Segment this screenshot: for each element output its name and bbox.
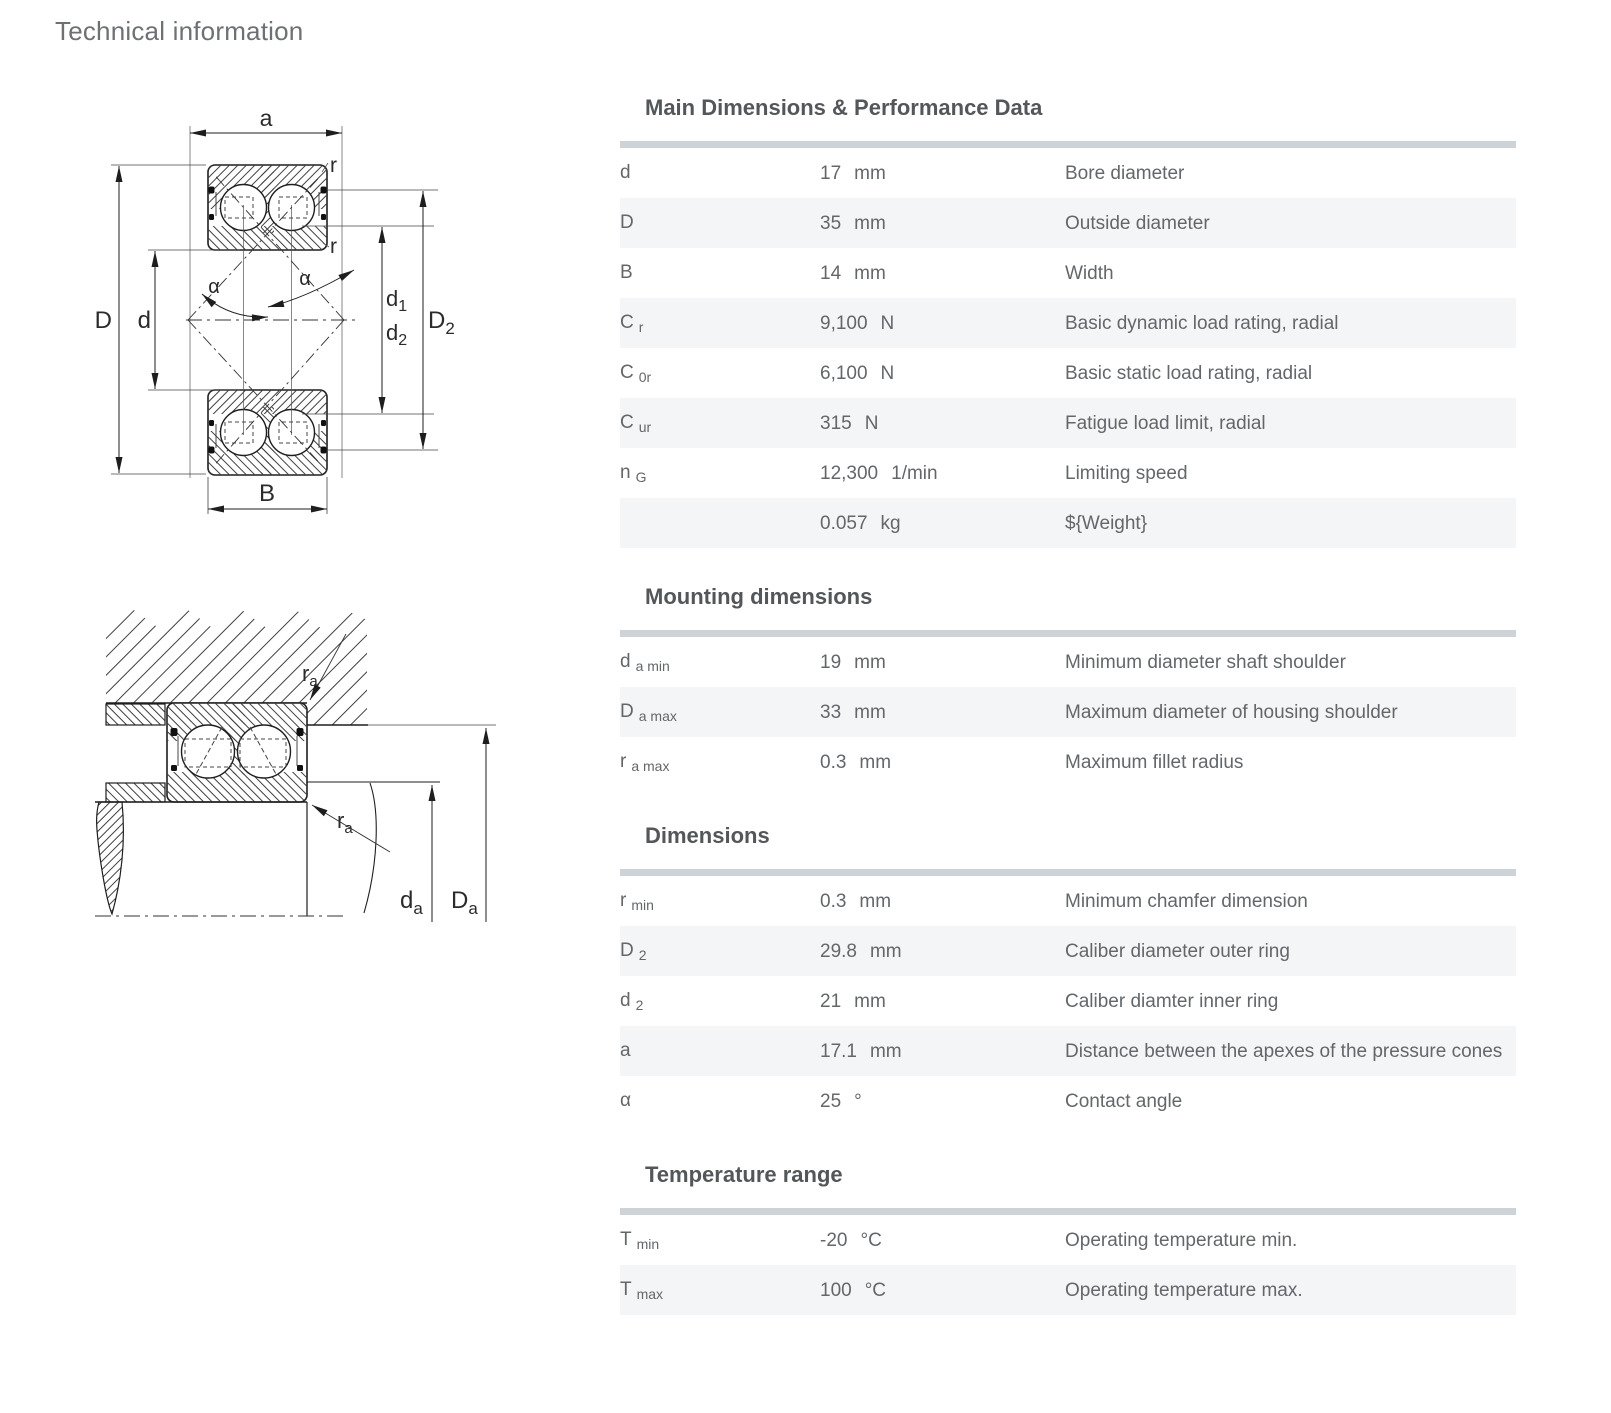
value-cell (820, 1212, 1065, 1266)
symbol-cell (620, 1212, 820, 1266)
description-text: Bore diameter (1065, 162, 1185, 184)
label-ra-top: $r_a$ (302, 661, 318, 690)
value-number: 21 (820, 990, 842, 1012)
value-cell (820, 448, 1065, 498)
table-row (620, 634, 1516, 688)
symbol-cell (620, 1076, 820, 1126)
symbol-text: d (620, 162, 631, 183)
label-a: a (259, 105, 273, 131)
label-da: $d_a$ (400, 887, 423, 918)
symbol-text: C (620, 312, 634, 333)
section-title: Mounting dimensions (645, 584, 873, 609)
description-text: Basic dynamic load rating, radial (1065, 312, 1339, 334)
symbol-cell (620, 498, 820, 548)
bearing-section (167, 703, 307, 802)
symbol-cell (620, 145, 820, 199)
description-text: Maximum fillet radius (1065, 751, 1244, 773)
value-cell (820, 198, 1065, 248)
value-number: 25 (820, 1090, 842, 1112)
value-number: 33 (820, 701, 842, 723)
symbol-text: D (620, 701, 634, 722)
symbol-subscript: min (631, 897, 654, 913)
label-alpha-right: α (299, 268, 311, 290)
table-row (620, 448, 1516, 498)
symbol-cell (620, 926, 820, 976)
symbol-cell (620, 298, 820, 348)
symbol-subscript: a min (635, 658, 670, 674)
description-cell (1065, 1265, 1516, 1315)
table-row (620, 687, 1516, 737)
label-d1: $d_1$ (386, 286, 408, 315)
symbol-subscript: 2 (638, 947, 647, 963)
value-cell (820, 1026, 1065, 1076)
table-row (620, 1265, 1516, 1315)
description-text: Fatigue load limit, radial (1065, 412, 1266, 434)
value-cell (820, 248, 1065, 298)
table-row (620, 926, 1516, 976)
description-text: Distance between the apexes of the pressure cones (1065, 1040, 1503, 1062)
label-B: B (258, 480, 276, 507)
description-text: Caliber diameter outer ring (1065, 940, 1290, 962)
section-title: Temperature range (645, 1162, 843, 1187)
bearing-mounting-drawing (85, 595, 505, 930)
table-row (620, 145, 1516, 199)
description-text: Operating temperature max. (1065, 1279, 1303, 1301)
value-number: 315 (820, 412, 852, 434)
value-unit: N (864, 412, 879, 434)
section-mounting-dimensions (620, 584, 1516, 787)
symbol-subscript: max (636, 1286, 664, 1302)
value-cell (820, 926, 1065, 976)
symbol-text: B (620, 262, 633, 283)
value-number: 100 (820, 1279, 852, 1301)
description-cell (1065, 248, 1516, 298)
description-cell (1065, 1026, 1516, 1076)
value-cell (820, 1265, 1065, 1315)
temperature-range-table (620, 1208, 1516, 1315)
symbol-cell (620, 873, 820, 927)
symbol-text: r (620, 890, 627, 911)
symbol-text: T (620, 1229, 632, 1250)
description-cell (1065, 298, 1516, 348)
symbol-subscript: G (635, 469, 647, 485)
table-row (620, 976, 1516, 1026)
value-number: 0.3 (820, 751, 847, 773)
value-number: 12,300 (820, 462, 879, 484)
symbol-cell (620, 1265, 820, 1315)
main-dimensions-table (620, 141, 1516, 548)
description-cell (1065, 448, 1516, 498)
bearing-upper-half (208, 165, 327, 250)
symbol-text: r (620, 751, 627, 772)
symbol-subscript: 2 (635, 997, 644, 1013)
description-cell (1065, 348, 1516, 398)
table-row (620, 1212, 1516, 1266)
value-number: 6,100 (820, 362, 868, 384)
symbol-cell (620, 348, 820, 398)
symbol-text: a (620, 1040, 631, 1061)
symbol-subscript: a max (638, 708, 677, 724)
value-unit: mm (854, 990, 886, 1012)
symbol-cell (620, 448, 820, 498)
bearing-cross-section-drawing (85, 95, 510, 525)
table-row (620, 298, 1516, 348)
value-cell (820, 145, 1065, 199)
section-title: Dimensions (645, 823, 770, 848)
description-cell (1065, 873, 1516, 927)
value-cell (820, 298, 1065, 348)
description-text: Minimum chamfer dimension (1065, 890, 1308, 912)
symbol-cell (620, 976, 820, 1026)
value-cell (820, 498, 1065, 548)
symbol-subscript: 0r (638, 369, 652, 385)
symbol-subscript: r (638, 319, 644, 335)
shaft-fillet-section (97, 802, 124, 914)
value-cell (820, 873, 1065, 927)
description-cell (1065, 1212, 1516, 1266)
symbol-text: C (620, 412, 634, 433)
value-number: 14 (820, 262, 842, 284)
label-alpha-left: α (208, 276, 220, 298)
value-unit: ° (854, 1090, 862, 1112)
table-row (620, 737, 1516, 787)
description-cell (1065, 198, 1516, 248)
label-D: D (94, 307, 112, 334)
description-text: Width (1065, 262, 1114, 284)
value-number: 35 (820, 212, 842, 234)
value-number: 0.3 (820, 890, 847, 912)
symbol-cell (620, 198, 820, 248)
description-cell (1065, 687, 1516, 737)
description-cell (1065, 498, 1516, 548)
shaft-shoulder (106, 783, 165, 802)
description-cell (1065, 976, 1516, 1026)
symbol-text: d (620, 990, 631, 1011)
value-unit: N (880, 312, 895, 334)
value-unit: mm (869, 1040, 902, 1062)
table-row (620, 498, 1516, 548)
label-r-top: r (330, 154, 337, 177)
section-dimensions (620, 823, 1516, 1126)
value-unit: 1/min (891, 462, 938, 484)
table-row (620, 1076, 1516, 1126)
value-unit: mm (854, 262, 886, 284)
value-cell (820, 348, 1065, 398)
description-cell (1065, 634, 1516, 688)
value-unit: mm (859, 890, 892, 912)
value-number: -20 (820, 1229, 848, 1251)
value-unit: mm (854, 212, 886, 234)
mounting-dimensions-table (620, 630, 1516, 787)
symbol-subscript: min (636, 1236, 660, 1252)
shaft-break-line (364, 783, 376, 913)
table-row (620, 873, 1516, 927)
symbol-cell (620, 634, 820, 688)
label-r-mid: r (330, 235, 337, 258)
description-cell (1065, 398, 1516, 448)
value-unit: mm (854, 651, 886, 673)
value-number: 17 (820, 162, 842, 184)
description-cell (1065, 737, 1516, 787)
value-unit: °C (864, 1279, 887, 1301)
symbol-text: T (620, 1279, 632, 1300)
value-cell (820, 1076, 1065, 1126)
table-row (620, 1026, 1516, 1076)
symbol-text: D (620, 212, 634, 233)
description-text: Maximum diameter of housing shoulder (1065, 701, 1398, 723)
section-temperature-range (620, 1162, 1516, 1315)
description-text: Limiting speed (1065, 462, 1188, 484)
value-cell (820, 687, 1065, 737)
value-unit: mm (869, 940, 902, 962)
symbol-text: n (620, 462, 631, 483)
value-cell (820, 634, 1065, 688)
dimensions-table (620, 869, 1516, 1126)
value-number: 19 (820, 651, 842, 673)
symbol-cell (620, 1026, 820, 1076)
table-row (620, 248, 1516, 298)
table-row (620, 398, 1516, 448)
table-row (620, 198, 1516, 248)
value-unit: kg (880, 512, 901, 534)
inner-ring-hatch (167, 772, 307, 802)
symbol-cell (620, 248, 820, 298)
symbol-text: C (620, 362, 634, 383)
description-text: Caliber diamter inner ring (1065, 990, 1279, 1012)
description-text: Outside diameter (1065, 212, 1210, 234)
symbol-text: α (620, 1090, 631, 1111)
section-title: Main Dimensions & Performance Data (645, 95, 1043, 120)
description-cell (1065, 145, 1516, 199)
label-d: d (137, 307, 151, 334)
value-cell (820, 976, 1065, 1026)
description-text: ${Weight} (1065, 512, 1148, 534)
value-unit: N (880, 362, 895, 384)
inner-ring-hatch (208, 226, 327, 250)
description-cell (1065, 926, 1516, 976)
section-main-dimensions (620, 95, 1516, 548)
description-cell (1065, 1076, 1516, 1126)
spec-tables (620, 95, 1516, 1315)
value-number: 29.8 (820, 940, 857, 962)
page-title: Technical information (55, 16, 304, 46)
symbol-cell (620, 687, 820, 737)
value-unit: mm (854, 162, 886, 184)
symbol-subscript: a max (631, 758, 670, 774)
label-D2: $D_2$ (428, 307, 455, 338)
symbol-cell (620, 398, 820, 448)
description-text: Basic static load rating, radial (1065, 362, 1313, 384)
symbol-cell (620, 737, 820, 787)
value-number: 0.057 (820, 512, 868, 534)
value-cell (820, 737, 1065, 787)
symbol-text: d (620, 651, 631, 672)
description-text: Minimum diameter shaft shoulder (1065, 651, 1346, 673)
value-number: 9,100 (820, 312, 868, 334)
label-Da: $D_a$ (451, 887, 478, 918)
value-number: 17.1 (820, 1040, 857, 1062)
symbol-subscript: ur (638, 419, 652, 435)
value-unit: mm (859, 751, 892, 773)
value-unit: °C (860, 1229, 882, 1251)
value-unit: mm (854, 701, 886, 723)
symbol-text: D (620, 940, 634, 961)
value-cell (820, 398, 1065, 448)
housing-shoulder (106, 704, 165, 725)
contact-angle-arc (268, 270, 354, 307)
description-text: Operating temperature min. (1065, 1229, 1298, 1251)
label-d2: $d_2$ (386, 320, 408, 349)
label-ra-bottom: $r_a$ (337, 808, 353, 837)
table-row (620, 348, 1516, 398)
description-text: Contact angle (1065, 1090, 1183, 1112)
